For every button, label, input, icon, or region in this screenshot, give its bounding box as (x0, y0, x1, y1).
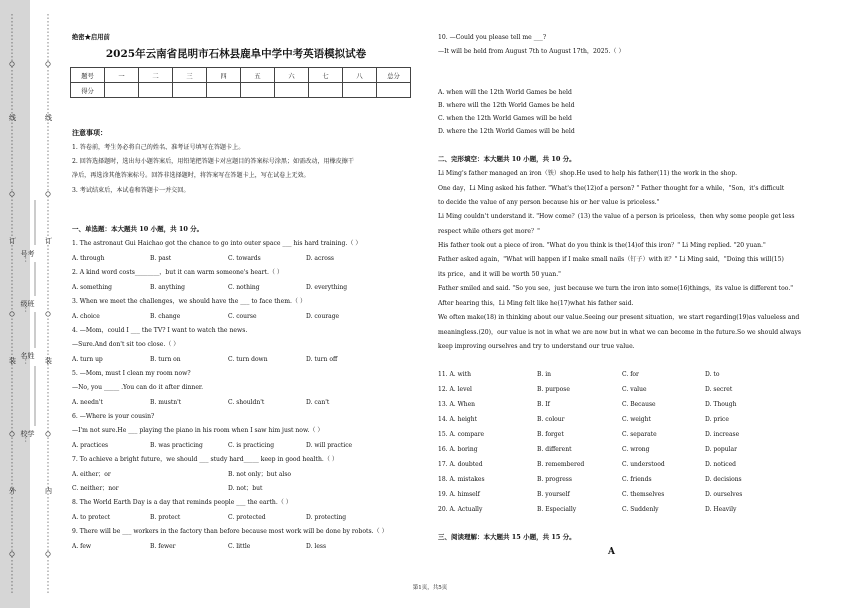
cloze-option: B. different (537, 446, 572, 453)
option-c: C. when the 12th World Games will be held (438, 115, 572, 122)
passage-line: meaningless.(20)，our value is not in what we are now but in what we can become in the future.So we should always (438, 329, 802, 336)
option-a: A. few (72, 543, 92, 550)
outer-dotted-line (8, 14, 16, 594)
cloze-option: B. purpose (537, 386, 570, 393)
question-stem: —No, you _____ .You can do it after dinner. (72, 384, 204, 391)
question-stem: —Sure.And don't sit too close.（ ） (72, 341, 180, 348)
score-header-cell: 四 (207, 68, 241, 83)
cloze-option: B. Especially (537, 506, 577, 513)
question-stem: 6. —Where is your cousin? (72, 413, 155, 420)
binding-char-inner: 内 (45, 487, 52, 495)
cloze-option: D. secret (705, 386, 733, 393)
question-stem: 9. There will be ___ workers in the factory than before because most work will be done by robots.（ ） (72, 528, 388, 535)
option-c: C. towards (228, 255, 261, 262)
cloze-option: B. remembered (537, 461, 585, 468)
option-d: D. not；but (228, 485, 263, 492)
cloze-option: 18. A. mistakes (438, 476, 485, 483)
section1-heading: 一、单选题：本大题共 10 小题，共 10 分。 (72, 225, 204, 233)
score-cell (377, 83, 411, 98)
page-title: 2025年云南省昆明市石林县鹿阜中学中考英语模拟试卷 (105, 48, 367, 60)
cloze-option: 20. A. Actually (438, 506, 483, 513)
option-b: B. not only；but also (228, 471, 292, 478)
score-header-cell: 题号 (71, 68, 105, 83)
passage-line: respect while others get more？" (438, 228, 540, 235)
score-header-cell: 五 (241, 68, 275, 83)
cloze-option: C. value (622, 386, 647, 393)
option-a: A. choice (72, 313, 100, 320)
cloze-option: D. decisions (705, 476, 742, 483)
cloze-option: C. wrong (622, 446, 650, 453)
cloze-option: D. increase (705, 431, 740, 438)
student-info-underlines (20, 0, 36, 600)
cloze-option: 15. A. compare (438, 431, 485, 438)
section2-heading: 二、完形填空：本大题共 10 小题，共 10 分。 (438, 155, 576, 163)
passage-line: Father smiled and said. "So you see，just because we turn the iron into some(16)things，its value is different too." (438, 285, 794, 292)
cloze-option: C. separate (622, 431, 657, 438)
score-header-cell: 六 (275, 68, 309, 83)
cloze-option: D. Heavily (705, 506, 737, 513)
passage-line: After hearing this，Li Ming felt like he(17)what his father said. (438, 300, 634, 307)
cloze-option: C. understood (622, 461, 665, 468)
question-stem: 1. The astronaut Gui Haichao got the chance to go into outer space ___ his hard training.（ ） (72, 240, 362, 247)
question-stem: —I'm not sure.He ___ playing the piano in his room when I saw him just now.（ ） (72, 427, 324, 434)
passage-line: One day，Li Ming asked his father. "What's the(12)of a person? " Father thought for a while，"Son，it's difficult (438, 185, 785, 192)
score-cell (241, 83, 275, 98)
option-a: A. practices (72, 442, 109, 449)
score-cell (343, 83, 377, 98)
notes-item: 2. 回答选择题时，选出每小题答案后，用铅笔把答题卡对应题目的答案标号涂黑；如需改动，用橡皮擦干 (72, 158, 354, 165)
cloze-option: C. weight (622, 416, 651, 423)
option-b: B. protect (150, 514, 181, 521)
score-header-cell: 总分 (377, 68, 411, 83)
option-b: B. where will the 12th World Games be held (438, 102, 575, 109)
option-b: B. anything (150, 284, 185, 291)
question-stem: 5. —Mom, must I clean my room now? (72, 370, 191, 377)
question-stem: 7. To achieve a bright future，we should ___ study hard_____ keep in good health.（ ） (72, 456, 338, 463)
passage-line: We often make(18) in thinking about our value.Seeing our present situation，we start regarding(19)as valueless and (438, 314, 800, 321)
score-cell (105, 83, 139, 98)
option-b: B. was practicing (150, 442, 203, 449)
cloze-option: D. popular (705, 446, 737, 453)
binding-char-outer: 线 (9, 114, 16, 122)
score-cell (207, 83, 241, 98)
option-d: D. turn off (306, 356, 338, 363)
binding-char-inner: 装 (45, 357, 52, 365)
option-b: B. past (150, 255, 172, 262)
question-stem: 10. —Could you please tell me ___? (438, 34, 547, 41)
option-c: C. neither；nor (72, 485, 119, 492)
passage-line: to decide the value of any person because his or her value is priceless." (438, 199, 660, 206)
binding-margin: 线 订 装 外 学校： 姓名： 班级： 考号： 线 订 装 内 (0, 0, 62, 608)
secret-label: 绝密★启用前 (72, 34, 110, 41)
passage-line: its price，and it will be worth 50 yuan." (438, 271, 561, 278)
score-table-header-row (71, 68, 411, 83)
notes-item: 净后，再选涂其他答案标号。回答非选择题时，将答案写在答题卡上，写在试卷上无效。 (72, 172, 310, 179)
option-b: B. fewer (150, 543, 176, 550)
cloze-option: 11. A. with (438, 371, 471, 378)
option-a: A. either；or (72, 471, 111, 478)
option-d: D. where the 12th World Games will be held (438, 128, 575, 135)
score-header-cell: 八 (343, 68, 377, 83)
student-info-school: 学校： (20, 430, 35, 444)
cloze-option: B. colour (537, 416, 565, 423)
binding-char-inner: 线 (45, 114, 52, 122)
score-table (70, 67, 411, 98)
cloze-option: C. themselves (622, 491, 665, 498)
score-table-score-row (71, 83, 411, 98)
score-row-label: 得分 (71, 83, 105, 98)
option-a: A. to protect (72, 514, 111, 521)
cloze-option: 13. A. When (438, 401, 476, 408)
cloze-option: D. price (705, 416, 729, 423)
option-a: A. something (72, 284, 112, 291)
option-c: C. course (228, 313, 257, 320)
passage-line: keep improving ourselves and try to understand our true value. (438, 343, 635, 350)
option-c: C. shouldn't (228, 399, 265, 406)
option-d: D. everything (306, 284, 348, 291)
page-footer: 第1页，共5页 (412, 585, 448, 591)
score-header-cell: 一 (105, 68, 139, 83)
cloze-option: D. noticed (705, 461, 736, 468)
score-header-cell: 七 (309, 68, 343, 83)
passage-line: Li Ming couldn't understand it. "How come？(13) the value of a person is priceless，then why some people get less (438, 213, 795, 220)
option-c: C. little (228, 543, 251, 550)
cloze-option: D. ourselves (705, 491, 743, 498)
option-b: B. change (150, 313, 181, 320)
option-d: D. courage (306, 313, 340, 320)
question-stem: —It will be held from August 7th to August 17th，2025.（ ） (438, 48, 625, 55)
option-a: A. turn up (72, 356, 103, 363)
question-stem: 8. The World Earth Day is a day that reminds people ___ the earth.（ ） (72, 499, 292, 506)
score-cell (275, 83, 309, 98)
score-header-cell: 三 (173, 68, 207, 83)
cloze-option: B. If (537, 401, 550, 408)
cloze-option: 14. A. height (438, 416, 478, 423)
passage-line: Father asked again，"What will happen if I make small nails（钉子）with it？" Li Ming said，"Doing this will(15) (438, 256, 784, 263)
cloze-option: B. progress (537, 476, 572, 483)
cloze-option: C. for (622, 371, 639, 378)
cloze-option: D. to (705, 371, 720, 378)
cloze-option: D. Though (705, 401, 737, 408)
option-d: D. will practice (306, 442, 353, 449)
option-d: D. across (306, 255, 334, 262)
score-header-cell: 二 (139, 68, 173, 83)
cloze-option: C. Because (622, 401, 656, 408)
cloze-option: B. in (537, 371, 552, 378)
score-cell (139, 83, 173, 98)
binding-char-outer: 装 (9, 357, 16, 365)
question-stem: 4. —Mom，could I ___ the TV? I want to watch the news. (72, 327, 248, 334)
binding-char-inner: 订 (45, 237, 52, 245)
notes-item: 1. 答卷前，考生务必将自己的姓名、准考证号填写在答题卡上。 (72, 144, 245, 151)
option-c: C. is practicing (228, 442, 275, 449)
option-c: C. protected (228, 514, 266, 521)
passage-line: His father took out a piece of iron. "What do you think is the(14)of this iron？" Li Ming replied. "20 yuan." (438, 242, 766, 249)
question-stem: 3. When we meet the challenges，we should have the ___ to face them.（ ） (72, 298, 307, 305)
passage-label: A (608, 547, 615, 557)
option-d: D. less (306, 543, 327, 550)
cloze-option: C. friends (622, 476, 652, 483)
score-cell (309, 83, 343, 98)
option-b: B. turn on (150, 356, 181, 363)
cloze-option: 19. A. himself (438, 491, 480, 498)
passage-line: Li Ming's father managed an iron（铁）shop.He used to help his father(11) the work in the shop. (438, 170, 738, 177)
section3-heading: 三、阅读理解：本大题共 15 小题，共 15 分。 (438, 533, 576, 541)
option-a: A. when will the 12th World Games be held (438, 89, 572, 96)
score-cell (173, 83, 207, 98)
cloze-option: B. yourself (537, 491, 570, 498)
option-a: A. through (72, 255, 105, 262)
notes-heading: 注意事项： (72, 128, 107, 137)
question-stem: 2. A kind word costs________，but it can warm someone's heart.（ ） (72, 269, 284, 276)
binding-char-outer: 外 (9, 487, 16, 495)
option-a: A. needn't (72, 399, 103, 406)
option-c: C. turn down (228, 356, 268, 363)
option-d: D. protecting (306, 514, 347, 521)
cloze-option: 17. A. doubted (438, 461, 483, 468)
cloze-option: 12. A. level (438, 386, 472, 393)
option-d: D. can't (306, 399, 330, 406)
cloze-option: C. Suddenly (622, 506, 659, 513)
cloze-option: 16. A. boring (438, 446, 478, 453)
binding-char-outer: 订 (9, 237, 16, 245)
cloze-option: B. forget (537, 431, 564, 438)
inner-dotted-line (44, 14, 52, 594)
notes-item: 3. 考试结束后，本试卷和答题卡一并交回。 (72, 187, 190, 194)
option-c: C. nothing (228, 284, 260, 291)
option-b: B. mustn't (150, 399, 182, 406)
